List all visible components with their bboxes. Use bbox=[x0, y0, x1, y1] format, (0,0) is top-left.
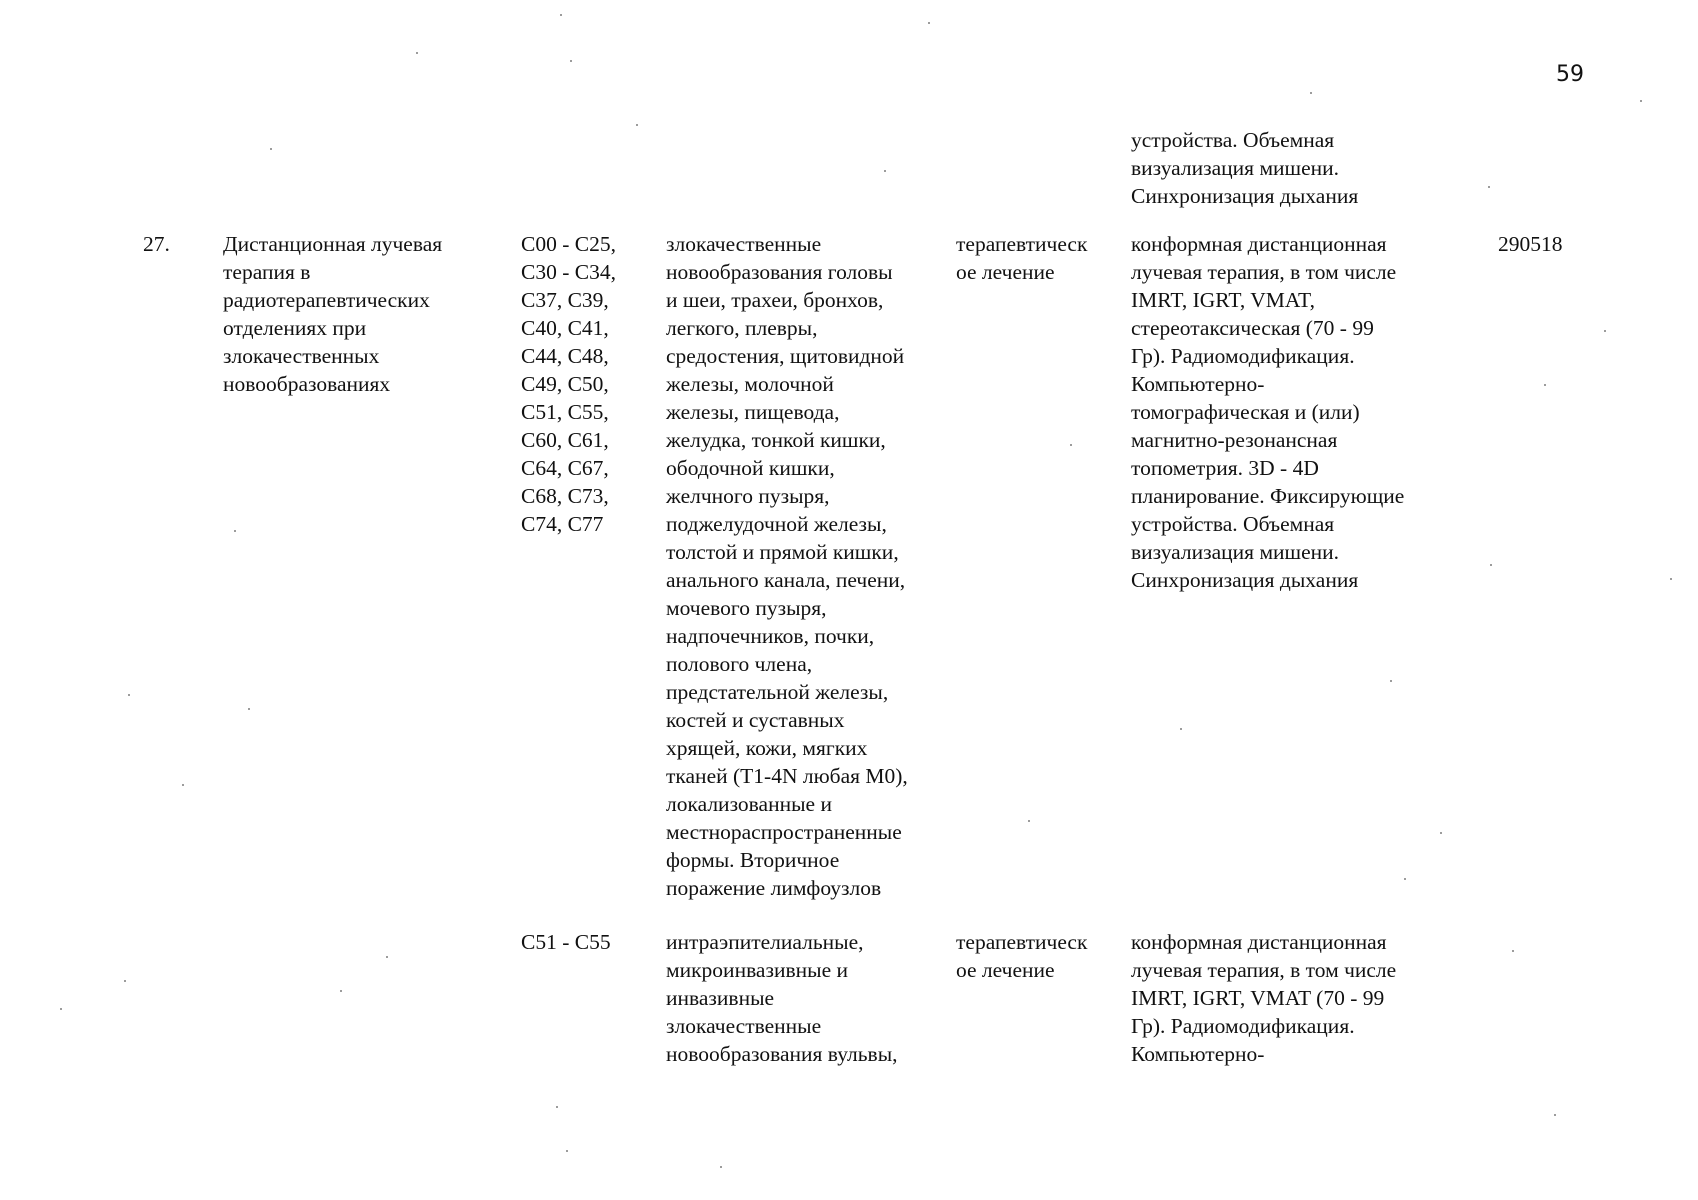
text-line: C00 - C25, bbox=[521, 232, 616, 256]
scan-speck bbox=[560, 14, 562, 16]
text-line: планирование. Фиксирующие bbox=[1131, 484, 1405, 508]
text-line: желчного пузыря, bbox=[666, 484, 830, 508]
text-line: злокачественные bbox=[666, 1014, 822, 1038]
text-line: Гр). Радиомодификация. bbox=[1131, 1014, 1355, 1038]
text-line: желудка, тонкой кишки, bbox=[666, 428, 886, 452]
text-line: Гр). Радиомодификация. bbox=[1131, 344, 1355, 368]
text-line: средостения, щитовидной bbox=[666, 344, 905, 368]
scan-speck bbox=[1554, 1114, 1556, 1116]
text-line: томографическая и (или) bbox=[1131, 400, 1360, 424]
text-line: локализованные и bbox=[666, 792, 832, 816]
text-line: терапия в bbox=[223, 260, 311, 284]
page-number: 59 bbox=[1556, 62, 1584, 87]
treatment-method bbox=[1131, 230, 1404, 594]
text-line: C60, C61, bbox=[521, 428, 609, 452]
text-line: лучевая терапия, в том числе bbox=[1131, 260, 1397, 284]
text-line: лучевая терапия, в том числе bbox=[1131, 958, 1397, 982]
text-line: стереотаксическая (70 - 99 bbox=[1131, 316, 1374, 340]
scan-speck bbox=[720, 1166, 722, 1168]
scan-speck bbox=[234, 530, 236, 532]
scan-speck bbox=[928, 22, 930, 24]
text-line: Синхронизация дыхания bbox=[1131, 184, 1359, 208]
scan-speck bbox=[1028, 820, 1030, 822]
scan-speck bbox=[884, 170, 886, 172]
text-line: полового члена, bbox=[666, 652, 813, 676]
text-line: Компьютерно- bbox=[1131, 1042, 1265, 1066]
text-line: C44, C48, bbox=[521, 344, 609, 368]
text-line: топометрия. 3D - 4D bbox=[1131, 456, 1319, 480]
text-line: визуализация мишени. bbox=[1131, 540, 1340, 564]
text-line: микроинвазивные и bbox=[666, 958, 849, 982]
text-line: новообразования вульвы, bbox=[666, 1042, 898, 1066]
patient-model bbox=[666, 230, 908, 902]
text-line: устройства. Объемная bbox=[1131, 128, 1335, 152]
scan-speck bbox=[386, 956, 388, 958]
text-line: C37, C39, bbox=[521, 288, 609, 312]
text-line: C74, C77 bbox=[521, 512, 604, 536]
scan-speck bbox=[270, 148, 272, 150]
text-line: интраэпителиальные, bbox=[666, 930, 864, 954]
text-line: терапевтическ bbox=[956, 232, 1088, 256]
text-line: предстательной железы, bbox=[666, 680, 889, 704]
text-line: C40, C41, bbox=[521, 316, 609, 340]
text-line: новообразования головы bbox=[666, 260, 893, 284]
text-line: IMRT, IGRT, VMAT (70 - 99 bbox=[1131, 986, 1385, 1010]
scan-speck bbox=[1390, 680, 1392, 682]
scan-speck bbox=[636, 124, 638, 126]
text-line: терапевтическ bbox=[956, 930, 1088, 954]
text-line: визуализация мишени. bbox=[1131, 156, 1340, 180]
patient-model bbox=[666, 928, 898, 1068]
text-line: поджелудочной железы, bbox=[666, 512, 887, 536]
text-line: надпочечников, почки, bbox=[666, 624, 875, 648]
text-line: анального канала, печени, bbox=[666, 568, 906, 592]
text-line: и шеи, трахеи, бронхов, bbox=[666, 288, 884, 312]
treatment-type bbox=[956, 928, 1087, 984]
icd-codes bbox=[521, 928, 611, 956]
scan-speck bbox=[1544, 384, 1546, 386]
scan-speck bbox=[1440, 832, 1442, 834]
text-line: C51, C55, bbox=[521, 400, 609, 424]
row-number: 27. bbox=[143, 232, 170, 256]
text-line: конформная дистанционная bbox=[1131, 930, 1387, 954]
text-line: хрящей, кожи, мягких bbox=[666, 736, 868, 760]
text-line: костей и суставных bbox=[666, 708, 845, 732]
scan-speck bbox=[570, 60, 572, 62]
cost-value: 290518 bbox=[1498, 232, 1563, 256]
scan-speck bbox=[566, 1150, 568, 1152]
treatment-group-name bbox=[223, 230, 442, 398]
text-line: формы. Вторичное bbox=[666, 848, 840, 872]
scan-speck bbox=[416, 52, 418, 54]
scan-speck bbox=[1490, 564, 1492, 566]
icd-codes bbox=[521, 230, 616, 538]
scan-speck bbox=[1070, 444, 1072, 446]
scan-speck bbox=[1512, 950, 1514, 952]
scan-speck bbox=[1488, 186, 1490, 188]
scan-speck bbox=[182, 784, 184, 786]
text-line: новообразованиях bbox=[223, 372, 391, 396]
text-line: отделениях при bbox=[223, 316, 367, 340]
text-line: Синхронизация дыхания bbox=[1131, 568, 1359, 592]
text-line: ое лечение bbox=[956, 260, 1055, 284]
scan-speck bbox=[248, 708, 250, 710]
text-line: IMRT, IGRT, VMAT, bbox=[1131, 288, 1315, 312]
text-line: Компьютерно- bbox=[1131, 372, 1265, 396]
scan-speck bbox=[124, 980, 126, 982]
text-line: легкого, плевры, bbox=[666, 316, 818, 340]
text-line: C49, C50, bbox=[521, 372, 609, 396]
text-line: C64, C67, bbox=[521, 456, 609, 480]
text-line: Дистанционная лучевая bbox=[223, 232, 443, 256]
text-line: железы, пищевода, bbox=[666, 400, 840, 424]
treatment-type bbox=[956, 230, 1087, 286]
scan-speck bbox=[1404, 878, 1406, 880]
text-line: C30 - C34, bbox=[521, 260, 616, 284]
text-line: инвазивные bbox=[666, 986, 775, 1010]
scan-speck bbox=[1670, 578, 1672, 580]
text-line: злокачественные bbox=[666, 232, 822, 256]
scan-speck bbox=[1180, 728, 1182, 730]
scan-speck bbox=[1640, 100, 1642, 102]
text-line: тканей (T1-4N любая M0), bbox=[666, 764, 908, 788]
text-line: местнораспространенные bbox=[666, 820, 902, 844]
treatment-method bbox=[1131, 928, 1396, 1068]
text-line: конформная дистанционная bbox=[1131, 232, 1387, 256]
text-line: C51 - C55 bbox=[521, 930, 611, 954]
text-line: злокачественных bbox=[223, 344, 380, 368]
continuation-method bbox=[1131, 126, 1358, 210]
text-line: ое лечение bbox=[956, 958, 1055, 982]
text-line: радиотерапевтических bbox=[223, 288, 430, 312]
scan-speck bbox=[60, 1008, 62, 1010]
text-line: железы, молочной bbox=[666, 372, 834, 396]
text-line: ободочной кишки, bbox=[666, 456, 835, 480]
scan-speck bbox=[556, 1106, 558, 1108]
scan-speck bbox=[340, 990, 342, 992]
text-line: толстой и прямой кишки, bbox=[666, 540, 899, 564]
text-line: C68, C73, bbox=[521, 484, 609, 508]
text-line: мочевого пузыря, bbox=[666, 596, 827, 620]
text-line: устройства. Объемная bbox=[1131, 512, 1335, 536]
scan-speck bbox=[1604, 330, 1606, 332]
scan-speck bbox=[1310, 92, 1312, 94]
text-line: поражение лимфоузлов bbox=[666, 876, 882, 900]
scan-speck bbox=[128, 694, 130, 696]
text-line: магнитно-резонансная bbox=[1131, 428, 1338, 452]
